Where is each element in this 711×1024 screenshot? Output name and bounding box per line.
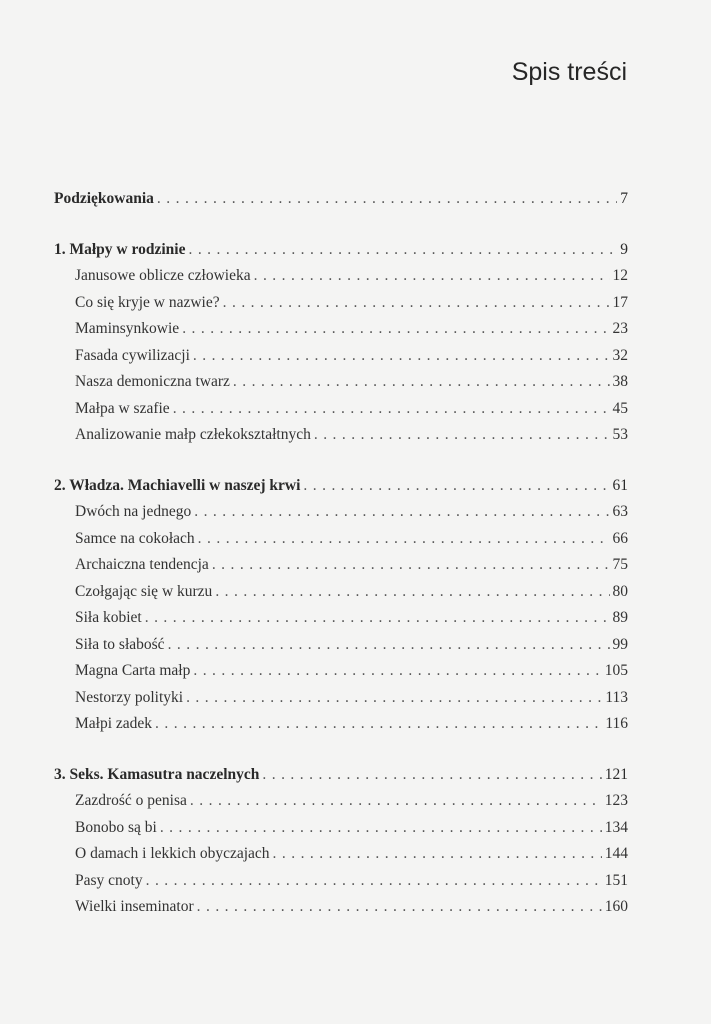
toc-subentry xyxy=(54,422,628,449)
toc-subentry xyxy=(54,868,628,895)
dot-leader xyxy=(273,841,602,868)
toc-chapter-entry xyxy=(54,473,628,500)
dot-leader xyxy=(146,868,602,895)
dot-leader xyxy=(190,788,602,815)
dot-leader xyxy=(215,579,609,606)
page-number: 9 xyxy=(620,240,628,258)
toc-section xyxy=(54,237,628,449)
dot-leader xyxy=(193,343,610,370)
entry-title: Małpi zadek xyxy=(75,715,153,732)
page-number: 66 xyxy=(612,529,628,547)
toc-subentry xyxy=(54,632,628,659)
entry-title: Samce na cokołach xyxy=(75,529,195,547)
toc-subentry xyxy=(54,526,628,553)
dot-leader xyxy=(186,685,602,712)
page-number: 89 xyxy=(612,609,628,626)
dot-leader xyxy=(157,186,617,213)
toc-chapter-entry xyxy=(54,186,628,213)
entry-title: Archaiczna tendencja xyxy=(75,556,209,573)
page-number: 160 xyxy=(604,898,628,915)
page-number: 144 xyxy=(604,845,628,862)
entry-title: Fasada cywilizacji xyxy=(75,346,190,364)
toc-chapter-entry xyxy=(54,237,628,264)
entry-title: Podziękowania xyxy=(54,190,154,207)
page-number: 151 xyxy=(604,871,628,889)
page-number: 17 xyxy=(612,293,628,311)
dot-leader xyxy=(168,632,610,659)
toc-subentry xyxy=(54,815,628,842)
page-number: 113 xyxy=(605,688,628,706)
dot-leader xyxy=(198,526,610,553)
entry-title: Nestorzy polityki xyxy=(75,688,184,706)
entry-title: 1. Małpy w rodzinie xyxy=(54,240,186,258)
entry-title: Magna Carta małp xyxy=(75,662,191,679)
table-of-contents xyxy=(54,186,628,945)
toc-subentry xyxy=(54,788,628,815)
entry-title: Wielki inseminator xyxy=(75,898,194,915)
toc-chapter-entry xyxy=(54,762,628,789)
toc-subentry xyxy=(54,369,628,396)
dot-leader xyxy=(197,894,602,921)
toc-subentry xyxy=(54,290,628,317)
page-number: 45 xyxy=(612,399,628,417)
dot-leader xyxy=(314,422,610,449)
toc-subentry xyxy=(54,552,628,579)
toc-section xyxy=(54,186,628,213)
page-number: 105 xyxy=(604,662,628,679)
page-number: 123 xyxy=(604,792,628,809)
entry-title: Analizowanie małp człekokształtnych xyxy=(75,426,311,443)
toc-section xyxy=(54,762,628,921)
toc-subentry xyxy=(54,396,628,423)
page-number: 12 xyxy=(612,267,628,284)
toc-subentry xyxy=(54,841,628,868)
dot-leader xyxy=(145,605,610,632)
entry-title: Małpa w szafie xyxy=(75,399,170,417)
dot-leader xyxy=(173,396,610,423)
dot-leader xyxy=(223,290,610,317)
toc-section xyxy=(54,473,628,738)
page-number: 23 xyxy=(612,320,628,337)
dot-leader xyxy=(233,369,610,396)
toc-subentry xyxy=(54,711,628,738)
toc-subentry xyxy=(54,685,628,712)
page-number: 38 xyxy=(612,373,628,390)
entry-title: Bonobo są bi xyxy=(75,818,157,836)
entry-title: Dwóch na jednego xyxy=(75,503,192,520)
toc-subentry xyxy=(54,499,628,526)
page-title: Spis treści xyxy=(511,58,627,86)
toc-subentry xyxy=(54,894,628,921)
page-number: 99 xyxy=(612,635,628,653)
entry-title: Siła to słabość xyxy=(75,635,165,653)
page-number: 134 xyxy=(604,818,628,836)
dot-leader xyxy=(262,762,601,789)
entry-title: Maminsynkowie xyxy=(75,320,180,337)
dot-leader xyxy=(182,316,609,343)
toc-subentry xyxy=(54,263,628,290)
dot-leader xyxy=(188,237,617,264)
entry-title: Nasza demoniczna twarz xyxy=(75,373,230,390)
entry-title: Czołgając się w kurzu xyxy=(75,582,213,600)
dot-leader xyxy=(303,473,609,500)
entry-title: Zazdrość o penisa xyxy=(75,792,187,809)
page-number: 7 xyxy=(620,190,628,207)
dot-leader xyxy=(254,263,610,290)
entry-title: 2. Władza. Machiavelli w naszej krwi xyxy=(54,476,301,494)
entry-title: Siła kobiet xyxy=(75,609,142,626)
toc-subentry xyxy=(54,316,628,343)
dot-leader xyxy=(212,552,610,579)
entry-title: O damach i lekkich obyczajach xyxy=(75,845,270,862)
page-number: 61 xyxy=(612,476,628,494)
entry-title: Co się kryje w nazwie? xyxy=(75,293,220,311)
entry-title: Janusowe oblicze człowieka xyxy=(75,267,251,284)
page-number: 63 xyxy=(612,503,628,520)
dot-leader xyxy=(160,815,602,842)
toc-subentry xyxy=(54,605,628,632)
toc-subentry xyxy=(54,658,628,685)
page-number: 121 xyxy=(604,765,628,783)
page-number: 32 xyxy=(612,346,628,364)
entry-title: Pasy cnoty xyxy=(75,871,143,889)
toc-subentry xyxy=(54,579,628,606)
dot-leader xyxy=(155,711,602,738)
entry-title: 3. Seks. Kamasutra naczelnych xyxy=(54,765,260,783)
page-number: 80 xyxy=(612,582,628,600)
dot-leader xyxy=(193,658,601,685)
dot-leader xyxy=(194,499,609,526)
page-number: 116 xyxy=(605,715,628,732)
toc-subentry xyxy=(54,343,628,370)
page-number: 53 xyxy=(612,426,628,443)
page-number: 75 xyxy=(612,556,628,573)
